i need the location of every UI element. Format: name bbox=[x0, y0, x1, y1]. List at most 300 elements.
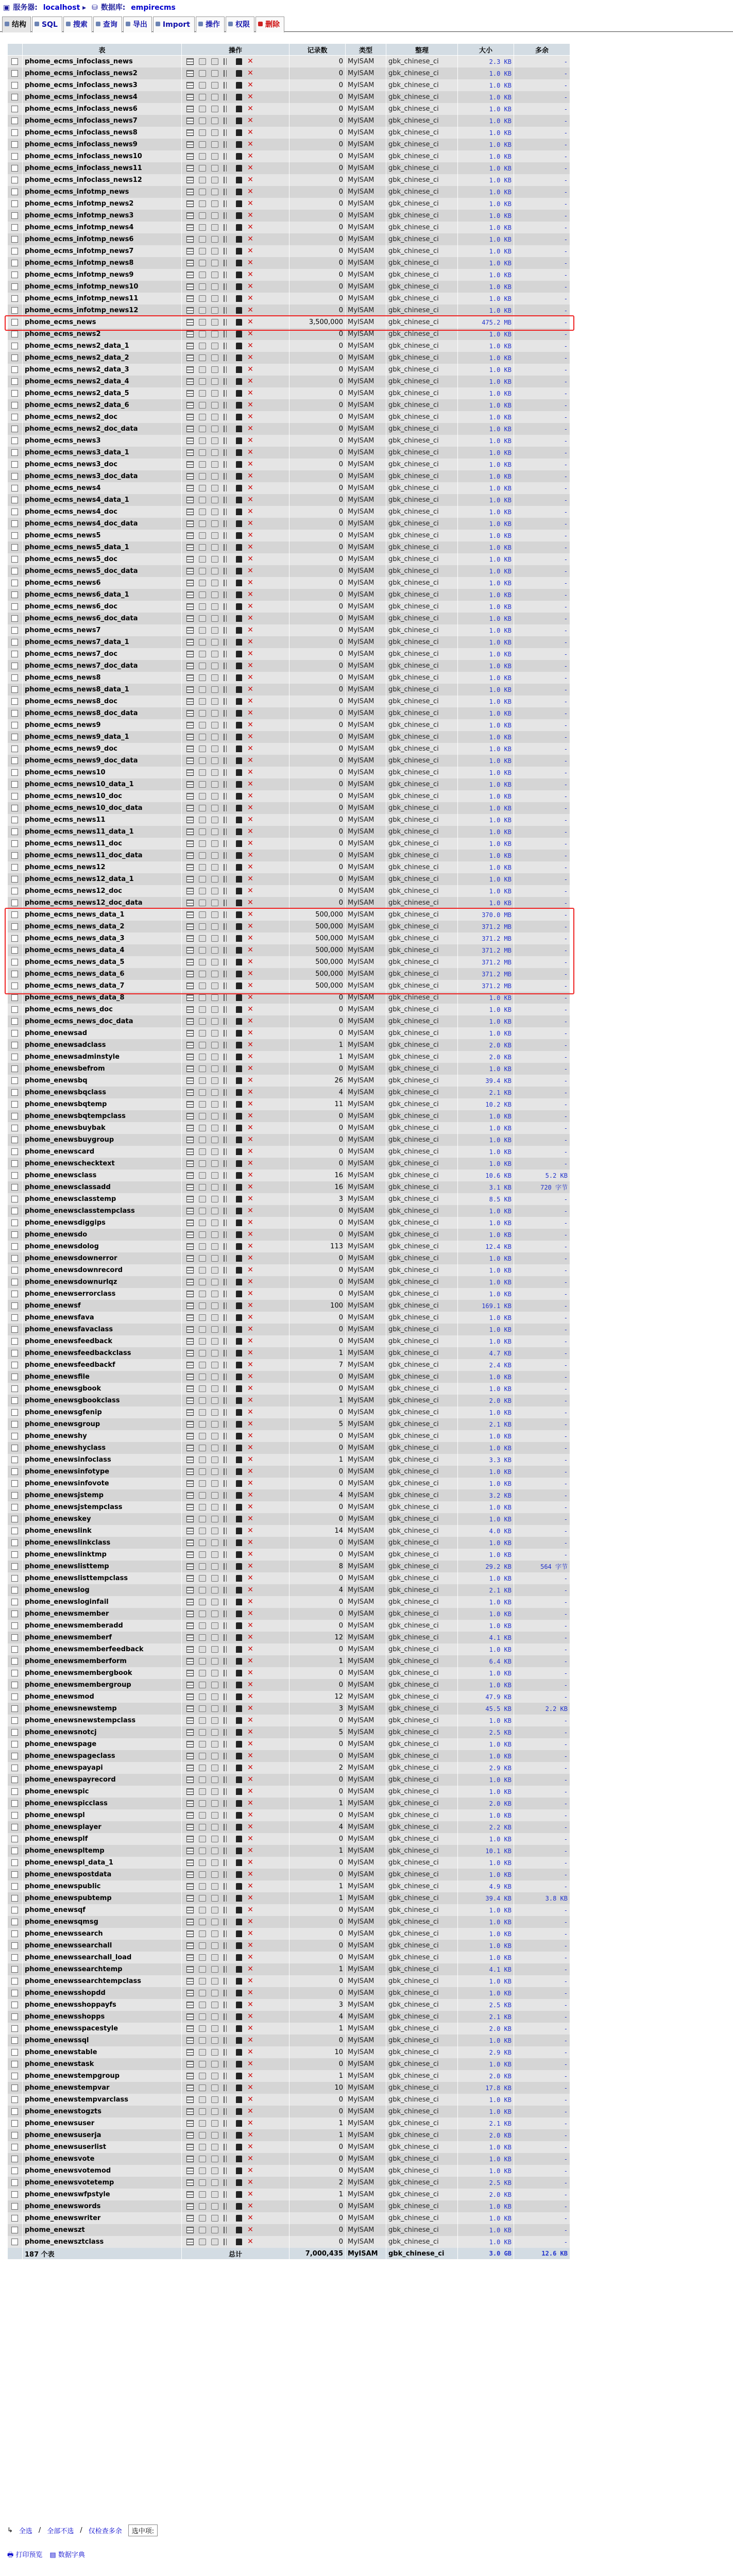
empty-icon[interactable] bbox=[236, 2084, 242, 2091]
checkbox[interactable] bbox=[11, 260, 18, 266]
checkbox[interactable] bbox=[11, 1954, 18, 1961]
checkbox[interactable] bbox=[11, 2239, 18, 2245]
drop-icon[interactable] bbox=[247, 1160, 253, 1167]
insert-icon[interactable] bbox=[224, 1717, 231, 1724]
row-checkbox[interactable] bbox=[8, 897, 23, 909]
browse-icon[interactable] bbox=[186, 1765, 194, 1771]
table-size[interactable]: 1.0 KB bbox=[458, 1205, 514, 1217]
browse-icon[interactable] bbox=[186, 817, 194, 823]
row-checkbox[interactable] bbox=[8, 1798, 23, 1809]
insert-icon[interactable] bbox=[224, 283, 231, 290]
structure-icon[interactable] bbox=[199, 497, 206, 503]
row-checkbox[interactable] bbox=[8, 1027, 23, 1039]
search-icon[interactable] bbox=[211, 1492, 218, 1499]
row-checkbox[interactable] bbox=[8, 731, 23, 743]
row-checkbox[interactable] bbox=[8, 103, 23, 115]
browse-icon[interactable] bbox=[186, 852, 194, 859]
insert-icon[interactable] bbox=[224, 1587, 231, 1594]
insert-icon[interactable] bbox=[224, 1883, 231, 1890]
row-checkbox[interactable] bbox=[8, 1750, 23, 1762]
row-checkbox[interactable] bbox=[8, 1632, 23, 1643]
checkbox[interactable] bbox=[11, 852, 18, 859]
table-size[interactable]: 1.0 KB bbox=[458, 873, 514, 885]
structure-icon[interactable] bbox=[199, 1930, 206, 1937]
browse-icon[interactable] bbox=[186, 1812, 194, 1819]
table-name[interactable]: phome_enewspl bbox=[23, 1809, 182, 1821]
search-icon[interactable] bbox=[211, 520, 218, 527]
checkbox[interactable] bbox=[11, 1942, 18, 1949]
table-name[interactable]: phome_ecms_infoclass_news bbox=[23, 56, 182, 68]
insert-icon[interactable] bbox=[224, 354, 231, 361]
insert-icon[interactable] bbox=[224, 1563, 231, 1570]
structure-icon[interactable] bbox=[199, 994, 206, 1001]
structure-icon[interactable] bbox=[199, 1883, 206, 1890]
checkbox[interactable] bbox=[11, 437, 18, 444]
browse-icon[interactable] bbox=[186, 1137, 194, 1143]
table-size[interactable]: 2.1 KB bbox=[458, 1584, 514, 1596]
row-checkbox[interactable] bbox=[8, 2165, 23, 2177]
structure-icon[interactable] bbox=[199, 1717, 206, 1724]
drop-icon[interactable] bbox=[247, 745, 253, 752]
table-size[interactable]: 1.0 KB bbox=[458, 2224, 514, 2236]
drop-icon[interactable] bbox=[247, 1611, 253, 1617]
search-icon[interactable] bbox=[211, 236, 218, 243]
table-name[interactable]: phome_enewstempgroup bbox=[23, 2070, 182, 2082]
empty-icon[interactable] bbox=[236, 1184, 242, 1191]
row-checkbox[interactable] bbox=[8, 755, 23, 767]
empty-icon[interactable] bbox=[236, 1006, 242, 1013]
table-name[interactable]: phome_ecms_news3_data_1 bbox=[23, 447, 182, 459]
insert-icon[interactable] bbox=[224, 2227, 231, 2233]
browse-icon[interactable] bbox=[186, 1196, 194, 1202]
empty-icon[interactable] bbox=[236, 1528, 242, 1534]
row-checkbox[interactable] bbox=[8, 1098, 23, 1110]
row-checkbox[interactable] bbox=[8, 1335, 23, 1347]
empty-icon[interactable] bbox=[236, 2227, 242, 2233]
search-icon[interactable] bbox=[211, 2037, 218, 2044]
search-icon[interactable] bbox=[211, 485, 218, 492]
browse-icon[interactable] bbox=[186, 497, 194, 503]
checkbox[interactable] bbox=[11, 1622, 18, 1629]
search-icon[interactable] bbox=[211, 900, 218, 906]
drop-icon[interactable] bbox=[247, 1978, 253, 1985]
row-checkbox[interactable] bbox=[8, 352, 23, 364]
row-checkbox[interactable] bbox=[8, 127, 23, 139]
checkbox[interactable] bbox=[11, 2037, 18, 2044]
table-size[interactable]: 1.0 KB bbox=[458, 1975, 514, 1987]
browse-icon[interactable] bbox=[186, 319, 194, 326]
col-overhead[interactable]: 多余 bbox=[514, 44, 570, 56]
checkbox[interactable] bbox=[11, 1030, 18, 1037]
drop-icon[interactable] bbox=[247, 2025, 253, 2032]
table-size[interactable]: 1.0 KB bbox=[458, 1134, 514, 1146]
empty-icon[interactable] bbox=[236, 805, 242, 811]
empty-icon[interactable] bbox=[236, 1054, 242, 1060]
table-size[interactable]: 1.0 KB bbox=[458, 210, 514, 222]
browse-icon[interactable] bbox=[186, 1824, 194, 1831]
table-size[interactable]: 1.0 KB bbox=[458, 2035, 514, 2046]
insert-icon[interactable] bbox=[224, 343, 231, 349]
checkbox[interactable] bbox=[11, 1445, 18, 1451]
empty-icon[interactable] bbox=[236, 1480, 242, 1487]
search-icon[interactable] bbox=[211, 591, 218, 598]
table-size[interactable]: 1.0 KB bbox=[458, 1004, 514, 1015]
empty-icon[interactable] bbox=[236, 1018, 242, 1025]
structure-icon[interactable] bbox=[199, 1563, 206, 1570]
browse-icon[interactable] bbox=[186, 2132, 194, 2139]
table-name[interactable]: phome_enewsdiggips bbox=[23, 1217, 182, 1229]
table-name[interactable]: phome_enewsbqtempclass bbox=[23, 1110, 182, 1122]
tab-operations[interactable]: 操作 bbox=[196, 16, 225, 32]
browse-icon[interactable] bbox=[186, 177, 194, 183]
drop-icon[interactable] bbox=[247, 319, 253, 326]
table-size[interactable]: 1.0 KB bbox=[458, 1146, 514, 1158]
structure-icon[interactable] bbox=[199, 2167, 206, 2174]
structure-icon[interactable] bbox=[199, 1113, 206, 1120]
empty-icon[interactable] bbox=[236, 1409, 242, 1416]
empty-icon[interactable] bbox=[236, 1634, 242, 1641]
table-name[interactable]: phome_ecms_infoclass_news7 bbox=[23, 115, 182, 127]
table-name[interactable]: phome_enewslinktmp bbox=[23, 1549, 182, 1561]
table-size[interactable]: 1.0 KB bbox=[458, 376, 514, 387]
checkbox[interactable] bbox=[11, 106, 18, 112]
search-icon[interactable] bbox=[211, 272, 218, 278]
row-checkbox[interactable] bbox=[8, 518, 23, 530]
table-name[interactable]: phome_ecms_news2_data_5 bbox=[23, 387, 182, 399]
table-size[interactable]: 1.0 KB bbox=[458, 1217, 514, 1229]
empty-icon[interactable] bbox=[236, 1729, 242, 1736]
insert-icon[interactable] bbox=[224, 603, 231, 610]
browse-icon[interactable] bbox=[186, 1978, 194, 1985]
search-icon[interactable] bbox=[211, 947, 218, 954]
structure-icon[interactable] bbox=[199, 900, 206, 906]
table-name[interactable]: phome_enewslisttempclass bbox=[23, 1572, 182, 1584]
checkbox[interactable] bbox=[11, 1575, 18, 1582]
checkbox[interactable] bbox=[11, 876, 18, 883]
row-checkbox[interactable] bbox=[8, 316, 23, 328]
search-icon[interactable] bbox=[211, 1385, 218, 1392]
structure-icon[interactable] bbox=[199, 1231, 206, 1238]
search-icon[interactable] bbox=[211, 1551, 218, 1558]
table-name[interactable]: phome_enewspayapi bbox=[23, 1762, 182, 1774]
drop-icon[interactable] bbox=[247, 828, 253, 835]
browse-icon[interactable] bbox=[186, 2002, 194, 2008]
checkbox[interactable] bbox=[11, 556, 18, 563]
table-size[interactable]: 1.0 KB bbox=[458, 293, 514, 304]
table-size[interactable]: 1.0 KB bbox=[458, 2106, 514, 2117]
table-name[interactable]: phome_enewsbqtemp bbox=[23, 1098, 182, 1110]
insert-icon[interactable] bbox=[224, 1385, 231, 1392]
browse-icon[interactable] bbox=[186, 1741, 194, 1748]
drop-icon[interactable] bbox=[247, 793, 253, 800]
row-checkbox[interactable] bbox=[8, 1975, 23, 1987]
row-checkbox[interactable] bbox=[8, 1525, 23, 1537]
drop-icon[interactable] bbox=[247, 1883, 253, 1890]
table-name[interactable]: phome_enewsuserlist bbox=[23, 2141, 182, 2153]
structure-icon[interactable] bbox=[199, 1800, 206, 1807]
table-size[interactable]: 1.0 KB bbox=[458, 1596, 514, 1608]
checkbox[interactable] bbox=[11, 1800, 18, 1807]
drop-icon[interactable] bbox=[247, 769, 253, 776]
table-name[interactable]: phome_ecms_news4_data_1 bbox=[23, 494, 182, 506]
insert-icon[interactable] bbox=[224, 1930, 231, 1937]
insert-icon[interactable] bbox=[224, 1848, 231, 1854]
insert-icon[interactable] bbox=[224, 1326, 231, 1333]
empty-icon[interactable] bbox=[236, 1089, 242, 1096]
row-checkbox[interactable] bbox=[8, 921, 23, 933]
insert-icon[interactable] bbox=[224, 591, 231, 598]
row-checkbox[interactable] bbox=[8, 968, 23, 980]
empty-icon[interactable] bbox=[236, 1539, 242, 1546]
checkbox[interactable] bbox=[11, 1883, 18, 1890]
table-size[interactable]: 1.0 KB bbox=[458, 1264, 514, 1276]
structure-icon[interactable] bbox=[199, 1990, 206, 1996]
browse-icon[interactable] bbox=[186, 734, 194, 740]
structure-icon[interactable] bbox=[199, 1208, 206, 1214]
row-checkbox[interactable] bbox=[8, 1904, 23, 1916]
search-icon[interactable] bbox=[211, 2084, 218, 2091]
table-size[interactable]: 2.2 KB bbox=[458, 1821, 514, 1833]
structure-icon[interactable] bbox=[199, 876, 206, 883]
structure-icon[interactable] bbox=[199, 1693, 206, 1700]
drop-icon[interactable] bbox=[247, 1812, 253, 1819]
structure-icon[interactable] bbox=[199, 473, 206, 480]
row-checkbox[interactable] bbox=[8, 790, 23, 802]
search-icon[interactable] bbox=[211, 580, 218, 586]
structure-icon[interactable] bbox=[199, 935, 206, 942]
table-name[interactable]: phome_enewsfava bbox=[23, 1312, 182, 1324]
checkbox[interactable] bbox=[11, 603, 18, 610]
structure-icon[interactable] bbox=[199, 1350, 206, 1357]
row-checkbox[interactable] bbox=[8, 1786, 23, 1798]
checkbox[interactable] bbox=[11, 236, 18, 243]
drop-icon[interactable] bbox=[247, 1445, 253, 1451]
checkbox[interactable] bbox=[11, 1859, 18, 1866]
structure-icon[interactable] bbox=[199, 817, 206, 823]
search-icon[interactable] bbox=[211, 437, 218, 444]
table-name[interactable]: phome_ecms_infotmp_news7 bbox=[23, 245, 182, 257]
checkbox[interactable] bbox=[11, 805, 18, 811]
row-checkbox[interactable] bbox=[8, 1193, 23, 1205]
insert-icon[interactable] bbox=[224, 1077, 231, 1084]
browse-icon[interactable] bbox=[186, 307, 194, 314]
checkbox[interactable] bbox=[11, 722, 18, 728]
table-size[interactable]: 1.0 KB bbox=[458, 245, 514, 257]
drop-icon[interactable] bbox=[247, 686, 253, 693]
checkbox[interactable] bbox=[11, 1492, 18, 1499]
checkbox[interactable] bbox=[11, 817, 18, 823]
browse-icon[interactable] bbox=[186, 1622, 194, 1629]
search-icon[interactable] bbox=[211, 1208, 218, 1214]
search-icon[interactable] bbox=[211, 888, 218, 894]
table-size[interactable]: 1.0 KB bbox=[458, 1406, 514, 1418]
checkbox[interactable] bbox=[11, 544, 18, 551]
structure-icon[interactable] bbox=[199, 1516, 206, 1522]
table-size[interactable]: 1.0 KB bbox=[458, 518, 514, 530]
browse-icon[interactable] bbox=[186, 1350, 194, 1357]
table-size[interactable]: 1.0 KB bbox=[458, 767, 514, 778]
checkbox[interactable] bbox=[11, 1930, 18, 1937]
structure-icon[interactable] bbox=[199, 1954, 206, 1961]
drop-icon[interactable] bbox=[247, 994, 253, 1001]
empty-icon[interactable] bbox=[236, 900, 242, 906]
drop-icon[interactable] bbox=[247, 911, 253, 918]
row-checkbox[interactable] bbox=[8, 1134, 23, 1146]
insert-icon[interactable] bbox=[224, 94, 231, 100]
insert-icon[interactable] bbox=[224, 2073, 231, 2079]
insert-icon[interactable] bbox=[224, 615, 231, 622]
table-name[interactable]: phome_enewsqf bbox=[23, 1904, 182, 1916]
table-name[interactable]: phome_enewstempvarclass bbox=[23, 2094, 182, 2106]
checkbox[interactable] bbox=[11, 520, 18, 527]
drop-icon[interactable] bbox=[247, 1219, 253, 1226]
checkbox[interactable] bbox=[11, 710, 18, 717]
insert-icon[interactable] bbox=[224, 1409, 231, 1416]
table-name[interactable]: phome_enewstempvar bbox=[23, 2082, 182, 2094]
row-checkbox[interactable] bbox=[8, 1809, 23, 1821]
browse-icon[interactable] bbox=[186, 1160, 194, 1167]
table-size[interactable]: 1.0 KB bbox=[458, 1430, 514, 1442]
browse-icon[interactable] bbox=[186, 2156, 194, 2162]
table-size[interactable]: 4.7 KB bbox=[458, 1347, 514, 1359]
empty-icon[interactable] bbox=[236, 971, 242, 977]
empty-icon[interactable] bbox=[236, 639, 242, 646]
row-checkbox[interactable] bbox=[8, 340, 23, 352]
structure-icon[interactable] bbox=[199, 2239, 206, 2245]
drop-icon[interactable] bbox=[247, 959, 253, 965]
empty-icon[interactable] bbox=[236, 2061, 242, 2067]
empty-icon[interactable] bbox=[236, 1350, 242, 1357]
table-size[interactable]: 1.0 KB bbox=[458, 885, 514, 897]
browse-icon[interactable] bbox=[186, 580, 194, 586]
drop-icon[interactable] bbox=[247, 923, 253, 930]
browse-icon[interactable] bbox=[186, 1729, 194, 1736]
drop-icon[interactable] bbox=[247, 1729, 253, 1736]
structure-icon[interactable] bbox=[199, 1065, 206, 1072]
table-name[interactable]: phome_enewscard bbox=[23, 1146, 182, 1158]
search-icon[interactable] bbox=[211, 532, 218, 539]
table-name[interactable]: phome_ecms_infoclass_news6 bbox=[23, 103, 182, 115]
checkbox[interactable] bbox=[11, 331, 18, 337]
insert-icon[interactable] bbox=[224, 686, 231, 693]
database-link[interactable]: empirecms bbox=[131, 4, 176, 12]
insert-icon[interactable] bbox=[224, 1137, 231, 1143]
table-size[interactable]: 1.0 KB bbox=[458, 186, 514, 198]
drop-icon[interactable] bbox=[247, 1670, 253, 1676]
table-size[interactable]: 1.0 KB bbox=[458, 743, 514, 755]
browse-icon[interactable] bbox=[186, 2073, 194, 2079]
row-checkbox[interactable] bbox=[8, 1715, 23, 1726]
table-size[interactable]: 1.0 KB bbox=[458, 1335, 514, 1347]
empty-icon[interactable] bbox=[236, 473, 242, 480]
structure-icon[interactable] bbox=[199, 1409, 206, 1416]
drop-icon[interactable] bbox=[247, 532, 253, 539]
checkbox[interactable] bbox=[11, 1776, 18, 1783]
browse-icon[interactable] bbox=[186, 1397, 194, 1404]
structure-icon[interactable] bbox=[199, 1765, 206, 1771]
row-checkbox[interactable] bbox=[8, 1288, 23, 1300]
insert-icon[interactable] bbox=[224, 793, 231, 800]
insert-icon[interactable] bbox=[224, 1646, 231, 1653]
insert-icon[interactable] bbox=[224, 556, 231, 563]
search-icon[interactable] bbox=[211, 2061, 218, 2067]
structure-icon[interactable] bbox=[199, 2037, 206, 2044]
insert-icon[interactable] bbox=[224, 1634, 231, 1641]
drop-icon[interactable] bbox=[247, 129, 253, 136]
table-name[interactable]: phome_ecms_infoclass_news2 bbox=[23, 67, 182, 79]
row-checkbox[interactable] bbox=[8, 1229, 23, 1241]
structure-icon[interactable] bbox=[199, 639, 206, 646]
drop-icon[interactable] bbox=[247, 1575, 253, 1582]
row-checkbox[interactable] bbox=[8, 1880, 23, 1892]
checkbox[interactable] bbox=[11, 2156, 18, 2162]
row-checkbox[interactable] bbox=[8, 553, 23, 565]
row-checkbox[interactable] bbox=[8, 233, 23, 245]
empty-icon[interactable] bbox=[236, 1279, 242, 1285]
table-name[interactable]: phome_enewswords bbox=[23, 2200, 182, 2212]
row-checkbox[interactable] bbox=[8, 933, 23, 944]
checkbox[interactable] bbox=[11, 70, 18, 77]
insert-icon[interactable] bbox=[224, 1611, 231, 1617]
browse-icon[interactable] bbox=[186, 1042, 194, 1048]
drop-icon[interactable] bbox=[247, 935, 253, 942]
drop-icon[interactable] bbox=[247, 2156, 253, 2162]
table-size[interactable]: 10.6 KB bbox=[458, 1170, 514, 1181]
search-icon[interactable] bbox=[211, 390, 218, 397]
checkbox[interactable] bbox=[11, 568, 18, 574]
structure-icon[interactable] bbox=[199, 793, 206, 800]
insert-icon[interactable] bbox=[224, 911, 231, 918]
browse-icon[interactable] bbox=[186, 1113, 194, 1120]
uncheck-all-link[interactable]: 全部不选 bbox=[47, 2528, 74, 2535]
browse-icon[interactable] bbox=[186, 1101, 194, 1108]
structure-icon[interactable] bbox=[199, 1575, 206, 1582]
checkbox[interactable] bbox=[11, 485, 18, 492]
table-name[interactable]: phome_enewspublic bbox=[23, 1880, 182, 1892]
table-size[interactable]: 3.2 KB bbox=[458, 1489, 514, 1501]
drop-icon[interactable] bbox=[247, 1148, 253, 1155]
checkbox[interactable] bbox=[11, 627, 18, 634]
search-icon[interactable] bbox=[211, 1539, 218, 1546]
search-icon[interactable] bbox=[211, 2132, 218, 2139]
empty-icon[interactable] bbox=[236, 1468, 242, 1475]
browse-icon[interactable] bbox=[186, 1409, 194, 1416]
search-icon[interactable] bbox=[211, 1859, 218, 1866]
checkbox[interactable] bbox=[11, 1611, 18, 1617]
insert-icon[interactable] bbox=[224, 663, 231, 669]
checkbox[interactable] bbox=[11, 911, 18, 918]
insert-icon[interactable] bbox=[224, 674, 231, 681]
table-name[interactable]: phome_ecms_news10_doc_data bbox=[23, 802, 182, 814]
table-name[interactable]: phome_enewsshopps bbox=[23, 2011, 182, 2023]
table-name[interactable]: phome_enewsdolog bbox=[23, 1241, 182, 1252]
empty-icon[interactable] bbox=[236, 58, 242, 65]
table-name[interactable]: phome_ecms_news_data_5 bbox=[23, 956, 182, 968]
table-size[interactable]: 2.0 KB bbox=[458, 2023, 514, 2035]
search-icon[interactable] bbox=[211, 1291, 218, 1297]
table-name[interactable]: phome_enewslink bbox=[23, 1525, 182, 1537]
search-icon[interactable] bbox=[211, 1895, 218, 1902]
table-name[interactable]: phome_enewspl_data_1 bbox=[23, 1857, 182, 1869]
browse-icon[interactable] bbox=[186, 2025, 194, 2032]
browse-icon[interactable] bbox=[186, 2203, 194, 2210]
structure-icon[interactable] bbox=[199, 1125, 206, 1131]
checkbox[interactable] bbox=[11, 1516, 18, 1522]
browse-icon[interactable] bbox=[186, 283, 194, 290]
checkbox[interactable] bbox=[11, 2227, 18, 2233]
browse-icon[interactable] bbox=[186, 2167, 194, 2174]
drop-icon[interactable] bbox=[247, 1919, 253, 1925]
